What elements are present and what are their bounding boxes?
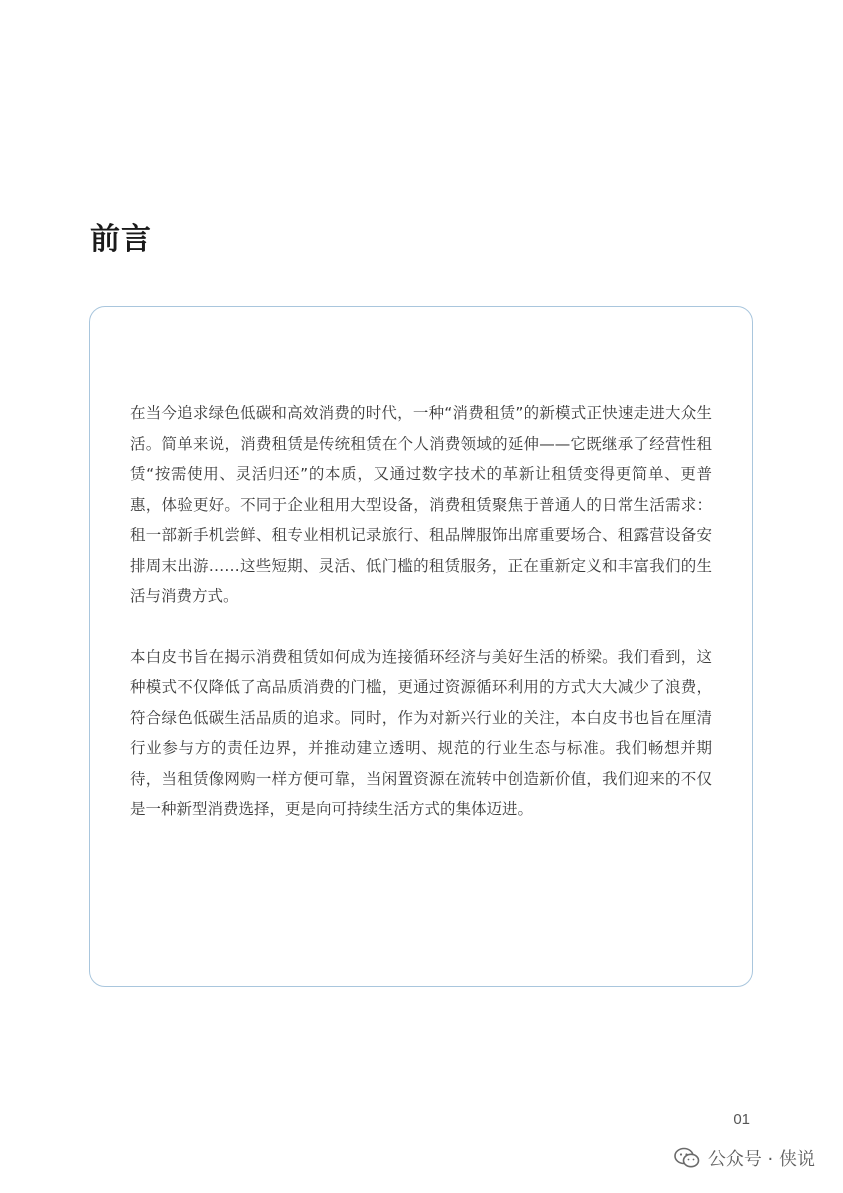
preface-paragraph-1: 在当今追求绿色低碳和高效消费的时代，一种“消费租赁”的新模式正快速走进大众生活。简单来说，消费租赁是传统租赁在个人消费领域的延伸——它既继承了经营性租赁“按需使用、灵活归还”的本质，又通过数字技术的革新让租赁变得更简单、更普惠，体验更好。不同于企业租用大型设备，消费租赁聚焦于普通人的日常生活需求：租一部新手机尝鲜、租专业相机记录旅行、租品牌服饰出席重要场合、租露营设备安排周末出游……这些短期、灵活、低门槛的租赁服务，正在重新定义和丰富我们的生活与消费方式。	[130, 404, 712, 605]
preface-paragraph-2: 本白皮书旨在揭示消费租赁如何成为连接循环经济与美好生活的桥梁。我们看到，这种模式不仅降低了高品质消费的门槛，更通过资源循环利用的方式大大减少了浪费，符合绿色低碳生活品质的追求。同时，作为对新兴行业的关注，本白皮书也旨在厘清行业参与方的责任边界，并推动建立透明、规范的行业生态与标准。我们畅想并期待，当租赁像网购一样方便可靠，当闲置资源在流转中创造新价值，我们迎来的不仅是一种新型消费选择，更是向可持续生活方式的集体迈进。	[130, 647, 712, 818]
wechat-icon	[674, 1147, 700, 1169]
page-title: 前言	[90, 222, 152, 257]
source-watermark	[674, 1145, 815, 1171]
watermark-text: 公众号 · 侠说	[707, 1149, 815, 1170]
preface-text-box	[89, 306, 753, 987]
page-number: 01	[733, 1111, 750, 1128]
